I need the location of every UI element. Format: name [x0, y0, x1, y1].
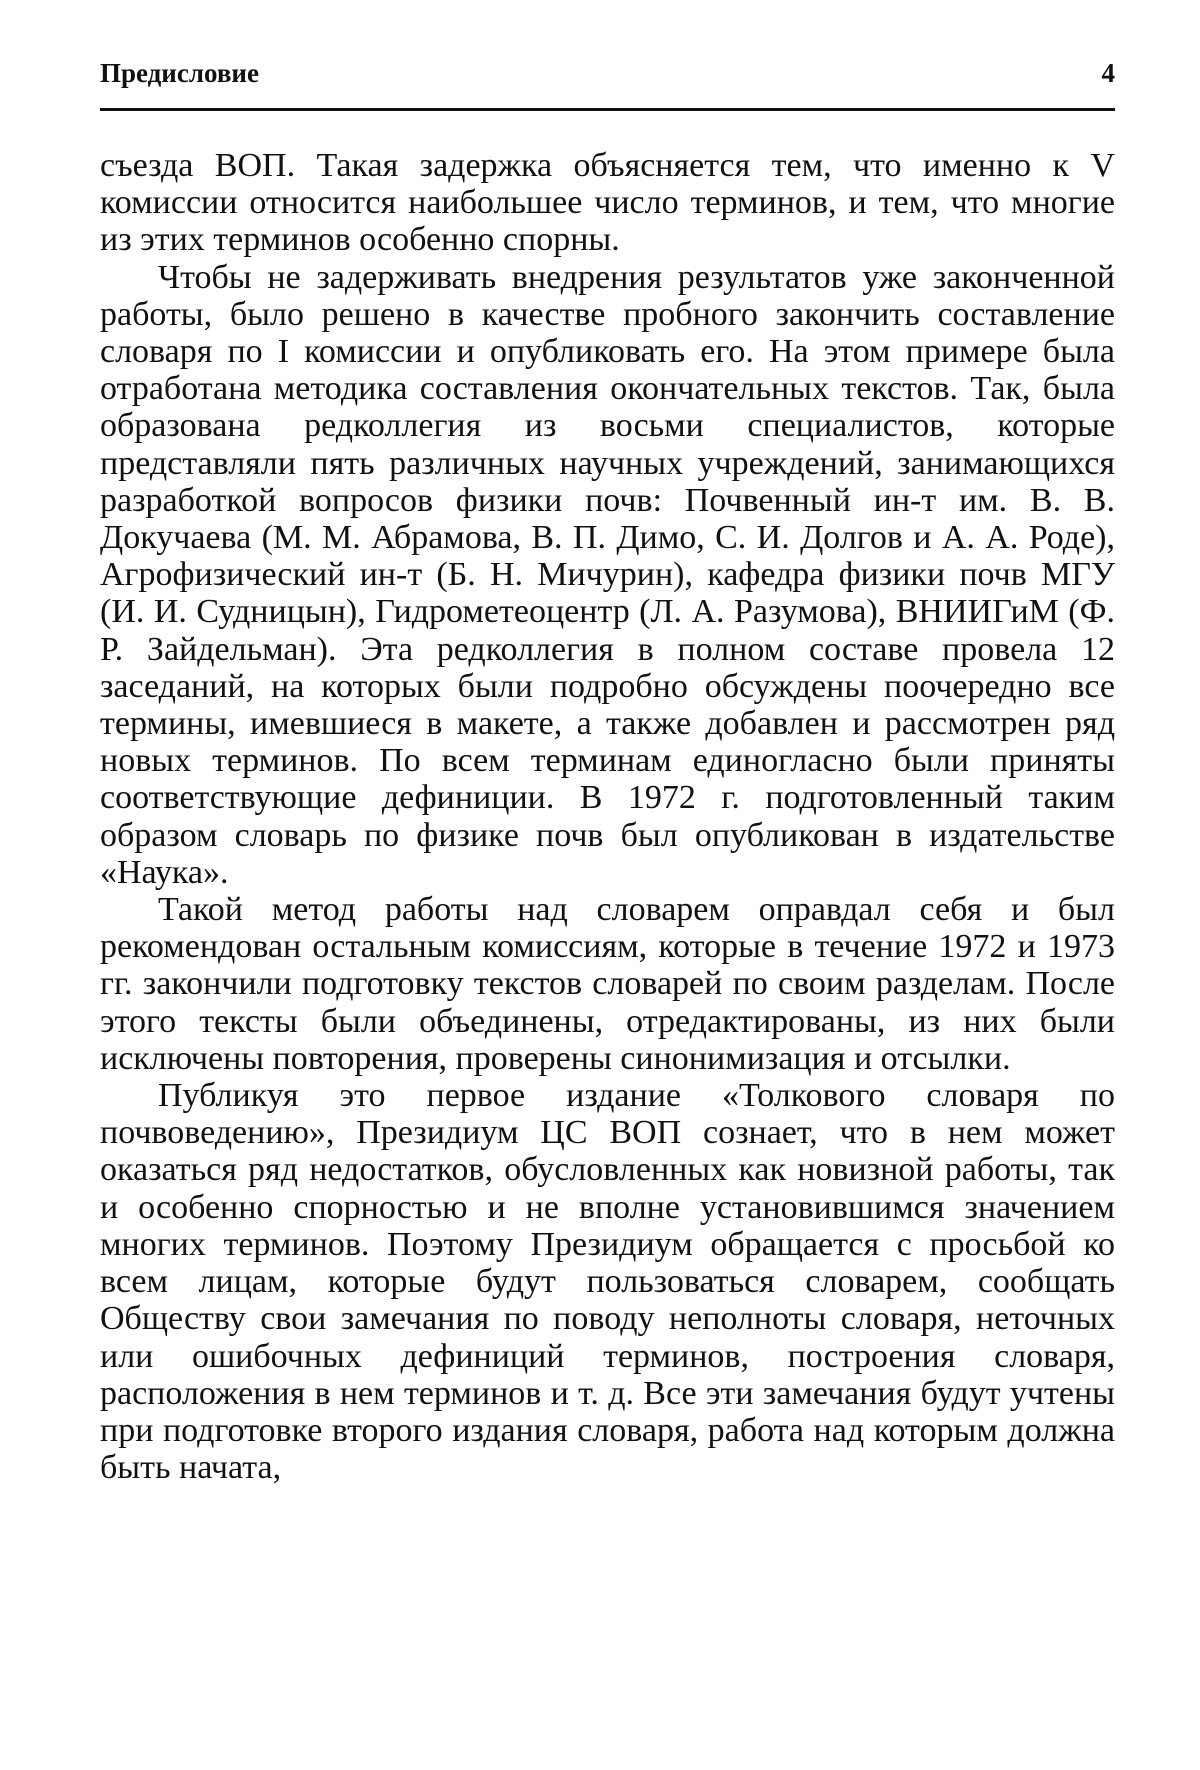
- section-title: Предисловие: [100, 58, 259, 88]
- paragraph: Чтобы не задерживать внедрения результатов уже законченной работы, было решено в качестве пробного закончить составление словаря по I комиссии и опубликовать его. На этом примере была отработана методика составления окончательных текстов. Так, была образована редколлегия из восьми специалистов, которые представляли пять различных научных учреждений, занимающихся разработкой вопросов физики почв: Почвенный ин-т им. В. В. Докучаева (М. М. Абрамова, В. П. Димо, С. И. Долгов и А. А. Роде), Агрофизический ин-т (Б. Н. Мичурин), кафедра физики почв МГУ (И. И. Судницын), Гидрометеоцентр (Л. А. Разумова), ВНИИГиМ (Ф. Р. Зайдельман). Эта редколлегия в полном составе провела 12 заседаний, на которых были подробно обсуждены поочередно все термины, имевшиеся в макете, а также добавлен и рассмотрен ряд новых терминов. По всем терминам единогласно были приняты соответствующие дефиниции. В 1972 г. подготовленный таким образом словарь по физике почв был опубликован в издательстве «Наука».: [100, 258, 1115, 891]
- paragraph: Такой метод работы над словарем оправдал себя и был рекомендован остальным комиссиям, которые в течение 1972 и 1973 гг. закончили подготовку текстов словарей по своим разделам. После этого тексты были объединены, отредактированы, из них были исключены повторения, проверены синонимизация и отсылки.: [100, 891, 1115, 1077]
- paragraph: съезда ВОП. Такая задержка объясняется тем, что именно к V комиссии относится наибольшее число терминов, и тем, что многие из этих терминов особенно спорны.: [100, 147, 1115, 259]
- paragraph: Публикуя это первое издание «Толкового словаря по почвоведению», Президиум ЦС ВОП сознает, что в нем может оказаться ряд недостатков, обусловленных как новизной работы, так и особенно спорностью и не вполне установившимся значением многих терминов. Поэтому Президиум обращается с просьбой ко всем лицам, которые будут пользоваться словарем, сообщать Обществу свои замечания по поводу неполноты словаря, неточных или ошибочных дефиниций терминов, построения словаря, расположения в нем терминов и т. д. Все эти замечания будут учтены при подготовке второго издания словаря, работа над которым должна быть начата,: [100, 1077, 1115, 1487]
- body-text: [100, 147, 1115, 1486]
- header-rule: [100, 108, 1115, 111]
- book-page: [100, 40, 1115, 1486]
- page-number: 4: [1101, 58, 1115, 88]
- running-header: [100, 40, 1115, 106]
